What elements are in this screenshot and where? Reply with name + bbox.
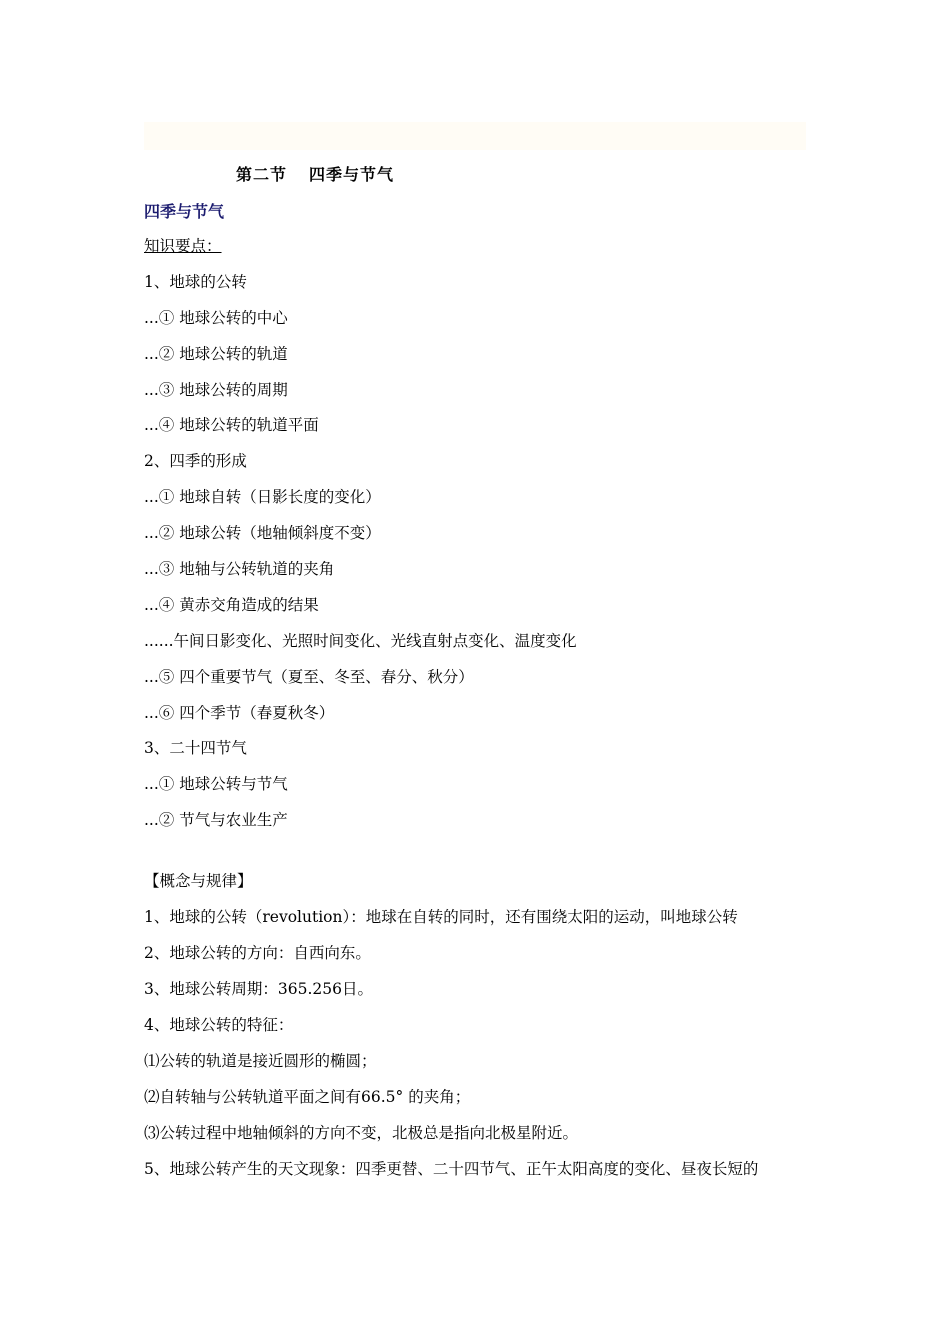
outline-item: ......午间日影变化、光照时间变化、光线直射点变化、温度变化 bbox=[144, 632, 577, 650]
outline-item: 1、地球的公转 bbox=[144, 273, 247, 291]
outline-item: ...② 节气与农业生产 bbox=[144, 811, 288, 829]
section-number: 第二节 bbox=[236, 165, 288, 184]
outline-item: ...⑤ 四个重要节气（夏至、冬至、春分、秋分） bbox=[144, 668, 474, 686]
concept-item: 5、地球公转产生的天文现象：四季更替、二十四节气、正午太阳高度的变化、昼夜长短的 bbox=[144, 1160, 759, 1178]
header-band bbox=[144, 122, 806, 150]
outline-item: ...① 地球公转的中心 bbox=[144, 309, 288, 327]
section-heading bbox=[236, 162, 394, 185]
outline-item: ...③ 地轴与公转轨道的夹角 bbox=[144, 560, 335, 578]
outline-item: ...② 地球公转（地轴倾斜度不变） bbox=[144, 524, 381, 542]
concept-item: 2、地球公转的方向：自西向东。 bbox=[144, 944, 371, 962]
outline-item: ...④ 黄赤交角造成的结果 bbox=[144, 596, 319, 614]
outline-item: 2、四季的形成 bbox=[144, 452, 247, 470]
outline-item: ...④ 地球公转的轨道平面 bbox=[144, 416, 319, 434]
outline-item: ...② 地球公转的轨道 bbox=[144, 345, 288, 363]
section-title-text: 四季与节气 bbox=[309, 165, 395, 184]
concepts-label: 【概念与规律】 bbox=[144, 872, 253, 890]
concept-item: 4、地球公转的特征： bbox=[144, 1016, 294, 1034]
concept-item: ⑴公转的轨道是接近圆形的椭圆； bbox=[144, 1052, 377, 1070]
concept-item: 1、地球的公转（revolution）：地球在自转的同时，还有围绕太阳的运动，叫地球公转 bbox=[144, 908, 738, 926]
outline-item: ...③ 地球公转的周期 bbox=[144, 381, 288, 399]
outline-item: 3、二十四节气 bbox=[144, 739, 247, 757]
outline-item: ...⑥ 四个季节（春夏秋冬） bbox=[144, 704, 335, 722]
outline-item: ...① 地球公转与节气 bbox=[144, 775, 288, 793]
outline-item: ...① 地球自转（日影长度的变化） bbox=[144, 488, 381, 506]
key-points-label: 知识要点： bbox=[144, 237, 222, 255]
sub-title: 四季与节气 bbox=[144, 202, 225, 221]
concept-item: 3、地球公转周期：365.256日。 bbox=[144, 980, 373, 998]
concept-item: ⑵自转轴与公转轨道平面之间有66.5° 的夹角； bbox=[144, 1088, 471, 1106]
concept-item: ⑶公转过程中地轴倾斜的方向不变，北极总是指向北极星附近。 bbox=[144, 1124, 579, 1142]
